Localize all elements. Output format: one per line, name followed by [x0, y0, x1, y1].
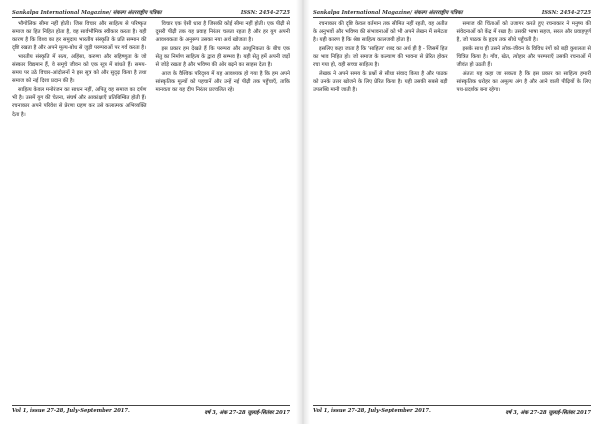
right-col2-paragraph: समाज की चिंताओं को उजागर करते हुए रचनाकार ने मनुष्य की संवेदनाओं को केंद्र में रखा है। उसकी भाषा सहज, सरल और प्रवाहपूर्ण है, जो पाठक के हृदय तक सीधे पहुँचती है। — [456, 21, 591, 44]
left-page-footer — [12, 405, 290, 416]
right-col1-paragraph: लेखक ने अपने समय के प्रश्नों से सीधा संवाद किया है और पाठक को उनके उत्तर खोजने के लिए प्रेरित किया है। यही उसकी सबसे बड़ी उपलब्धि मानी जाती है। — [313, 71, 448, 94]
left-hindi-issue: वर्ष 3, अंक 27-28 जुलाई-सितंबर 2017 — [204, 410, 290, 416]
right-col2-paragraph: इसके साथ ही उसने लोक-जीवन के विविध रंगों को बड़ी कुशलता से चित्रित किया है। गाँव, खेत, त्योहार और परम्पराएँ उसकी रचनाओं में जीवंत हो उठती हैं। — [456, 46, 591, 69]
left-col2-paragraph: आज के वैश्विक परिदृश्य में यह आवश्यक हो गया है कि हम अपने सांस्कृतिक मूल्यों को पहचानें और उन्हें नई पीढ़ी तक पहुँचाएँ, ताकि मानवता का यह दीप निरंतर प्रज्वलित रहे। — [155, 71, 290, 94]
left-page-body — [12, 20, 290, 398]
left-page-header — [12, 4, 290, 16]
right-page-footer — [313, 405, 591, 416]
right-journal-title: Sankalpa International Magazine/ संकल्प अंतरराष्ट्रीय पत्रिका — [313, 10, 463, 16]
left-col2-paragraph: विचार एक ऐसी धारा है जिसकी कोई सीमा नहीं होती। एक पीढ़ी से दूसरी पीढ़ी तक यह प्रवाह निरंतर चलता रहता है और हर युग अपनी आवश्यकता के अनुरूप उसका नया अर्थ खोजता है। — [155, 21, 290, 44]
left-col1-paragraph: भौगोलिक सीमा नहीं होती। जिस विचार और साहित्य से परिष्कृत समाज का हित निहित होता है, वह सार्वभौमिक स्वीकार करता है। यही कारण है कि विश्व का हर समुदाय भारतीय संस्कृति के प्रति सम्मान की दृष्टि रखता है और अपने मूल्य-बोध से जुड़ी परम्पराओं पर गर्व करता है। — [12, 21, 147, 52]
left-volume-info: Vol 1, issue 27-28, July-September 2017. — [12, 408, 130, 414]
left-page — [12, 4, 290, 416]
right-page-body — [313, 20, 591, 398]
book-gutter — [296, 0, 310, 424]
right-hindi-issue: वर्ष 3, अंक 27-28 जुलाई-सितंबर 2017 — [505, 410, 591, 416]
right-col2-paragraph: अंततः यह कहा जा सकता है कि इस प्रकार का साहित्य हमारी सांस्कृतिक धरोहर का अमूल्य अंग है और आने वाली पीढ़ियों के लिए पथ-प्रदर्शक बना रहेगा। — [456, 71, 591, 94]
right-issn: ISSN: 2454-2725 — [541, 10, 591, 16]
left-header-rule — [12, 17, 290, 18]
right-page — [313, 4, 591, 416]
right-col1-paragraph: इसलिए कहा जाता है कि 'साहित्य' शब्द का अर्थ ही है - जिसमें हित का भाव निहित हो। जो समाज के कल्याण की भावना से प्रेरित होकर रचा गया हो, वही सच्चा साहित्य है। — [313, 46, 448, 69]
left-col1-paragraph: भारतीय संस्कृति में सत्य, अहिंसा, करुणा और सहिष्णुता के जो संस्कार विद्यमान हैं, वे समूचे जीवन को एक सूत्र में बांधते हैं। समय-समय पर उठे विचार-आंदोलनों ने इस सूत्र को और सुदृढ़ किया है तथा समाज को नई दिशा प्रदान की है। — [12, 54, 147, 85]
left-col2-paragraph: इस प्रकार हम देखते हैं कि परम्परा और आधुनिकता के बीच एक सेतु का निर्माण साहित्य के द्वारा ही सम्भव है। यही सेतु हमें अपनी जड़ों से जोड़े रखता है और भविष्य की ओर बढ़ने का साहस देता है। — [155, 46, 290, 69]
right-col1-paragraph: रचनाकार की दृष्टि केवल वर्तमान तक सीमित नहीं रहती, वह अतीत के अनुभवों और भविष्य की संभावनाओं को भी अपने लेखन में समेटता है। यही कारण है कि श्रेष्ठ साहित्य कालजयी होता है। — [313, 21, 448, 44]
right-volume-info: Vol 1, issue 27-28, July-September 2017. — [313, 408, 431, 414]
left-issn: ISSN: 2454-2725 — [240, 10, 290, 16]
right-footer-rule — [313, 405, 591, 406]
left-journal-title: Sankalpa International Magazine/ संकल्प अंतरराष्ट्रीय पत्रिका — [12, 10, 162, 16]
left-col1-paragraph: साहित्य केवल मनोरंजन का साधन नहीं, अपितु वह समाज का दर्पण भी है। उसमें युग की चेतना, संघर्ष और आकांक्षाएँ प्रतिबिम्बित होती हैं। रचनाकार अपने परिवेश से प्रेरणा ग्रहण कर उसे कलात्मक अभिव्यक्ति देता है। — [12, 87, 147, 118]
right-page-header — [313, 4, 591, 16]
right-header-rule — [313, 17, 591, 18]
left-footer-rule — [12, 405, 290, 406]
